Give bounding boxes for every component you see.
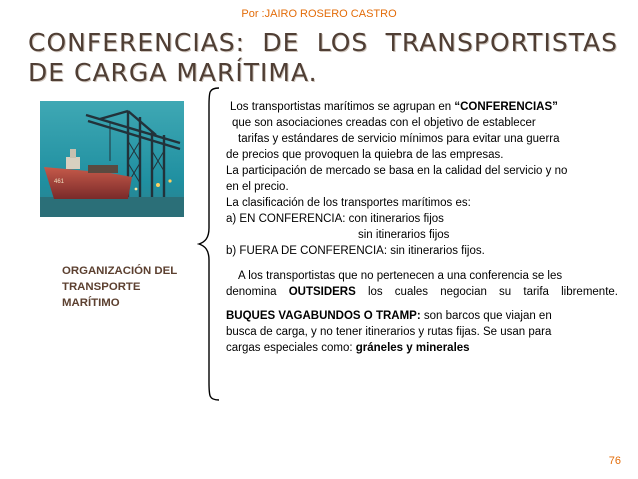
svg-text:461: 461 — [54, 179, 65, 185]
author-credit: Por :JAIRO ROSERO CASTRO — [241, 8, 397, 20]
text-line: de precios que provoquen la quiebra de las empresas. — [226, 149, 504, 161]
text-line: cargas especiales como: gráneles y minerales — [226, 342, 470, 354]
text-line: que son asociaciones creadas con el objetivo de establecer — [232, 117, 536, 129]
cargo-ship-at-crane-dock-icon — [40, 101, 184, 217]
text-line: sin itinerarios fijos — [358, 229, 450, 241]
text-line: tarifas y estándares de servicio mínimos para evitar una guerra — [238, 133, 560, 145]
text-line: denomina OUTSIDERS los cuales negocian su tarifa libremente. — [226, 286, 618, 298]
text-line: A los transportistas que no pertenecen a una conferencia se les — [238, 270, 563, 282]
text-line: en el precio. — [226, 181, 289, 193]
section-label-line: ORGANIZACIÓN DEL — [62, 265, 178, 277]
text-line: La clasificación de los transportes marítimos es: — [226, 197, 471, 209]
text-line: b) FUERA DE CONFERENCIA: sin itinerarios fijos. — [226, 245, 485, 257]
page-title: CONFERENCIAS: DE LOS TRANSPORTISTAS DE CARGA MARÍTIMA. — [28, 28, 618, 87]
left-curly-brace — [197, 86, 223, 402]
text-line: La participación de mercado se basa en la calidad del servicio y no — [226, 165, 568, 177]
section-label — [62, 263, 202, 311]
section-label-line: TRANSPORTE — [62, 281, 141, 293]
text-line: busca de carga, y no tener itinerarios y rutas fijas. Se usan para — [226, 326, 552, 338]
content-text — [226, 99, 618, 356]
section-label-line: MARÍTIMO — [62, 297, 120, 309]
text-line: a) EN CONFERENCIA: con itinerarios fijos — [226, 213, 444, 225]
text-line: Los transportistas marítimos se agrupan en “CONFERENCIAS” — [230, 101, 558, 113]
text-line: BUQUES VAGABUNDOS O TRAMP: son barcos que viajan en — [226, 310, 552, 322]
page-number: 76 — [608, 455, 621, 467]
